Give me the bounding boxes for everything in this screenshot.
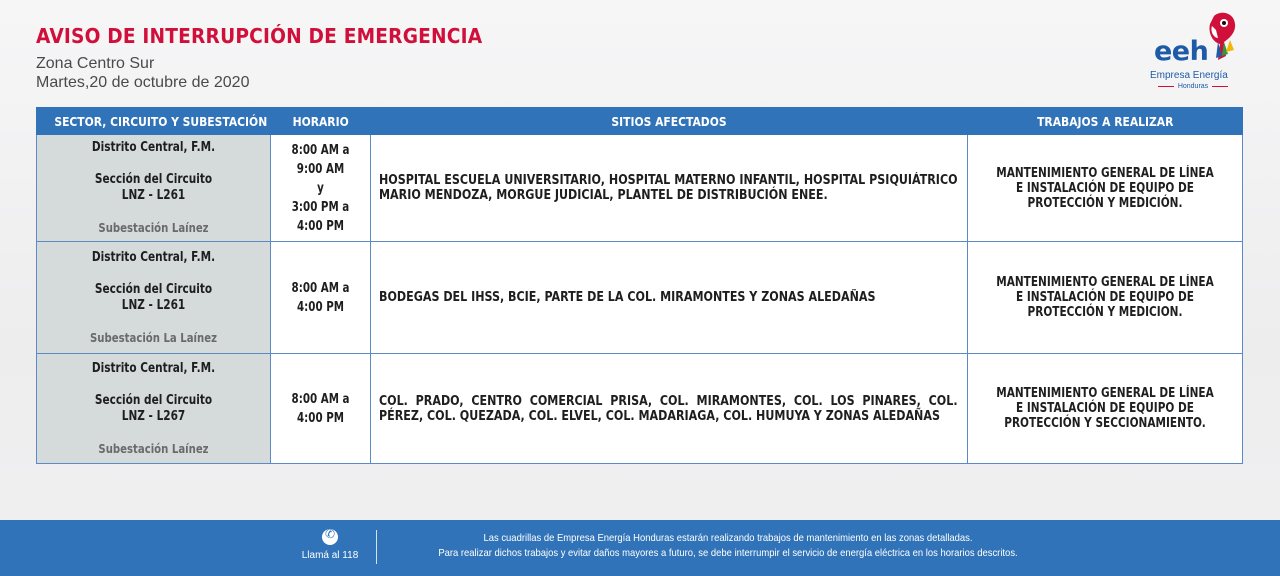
table-header-row [37, 108, 1243, 135]
horario-line: 8:00 AM a [291, 142, 350, 158]
footer-line-2: Para realizar dichos trabajos y evitar daños mayores a futuro, se debe interrumpir el servicio de energía eléctrica en los horarios descritos. [438, 547, 1018, 559]
sitios-cell [371, 354, 968, 464]
notice-header [36, 24, 516, 92]
zone-label: Zona Centro Sur [36, 55, 155, 72]
table-row [37, 242, 1243, 354]
seccion-label: Sección del Circuito [94, 392, 213, 408]
trabajos-text: MANTENIMIENTO GENERAL DE LÍNEA E INSTALACIÓN DE EQUIPO DE PROTECCIÓN Y MEDICION. [996, 275, 1214, 320]
sitios-cell [371, 242, 968, 354]
phone-icon [322, 529, 338, 545]
footer-line-1: Las cuadrillas de Empresa Energía Honduras estarán realizando trabajos de mantenimiento en las zonas detalladas. [483, 532, 973, 544]
subestacion-label: Subestación La Laínez [90, 329, 217, 345]
circuito-label: LNZ - L261 [121, 297, 186, 313]
circuito-label: LNZ - L267 [121, 408, 186, 424]
trabajos-cell [968, 242, 1243, 354]
horario-line: 8:00 AM a [291, 280, 350, 296]
subestacion-label: Subestación Laínez [98, 220, 209, 235]
circuito-label: LNZ - L261 [121, 188, 186, 203]
logo-mark: eeh [1154, 36, 1209, 67]
sitios-text: COL. PRADO, CENTRO COMERCIAL PRISA, COL. MIRAMONTES, COL. LOS PINARES, COL. PÉREZ, COL. QUEZADA, COL. ELVEL, COL. MADARIAGA, COL. HUMUYA Y ZONAS ALEDAÑAS [379, 393, 958, 424]
trabajos-text: MANTENIMIENTO GENERAL DE LÍNEA E INSTALACIÓN DE EQUIPO DE PROTECCIÓN Y SECCIONAMIENTO. [996, 386, 1214, 431]
header-horario: HORARIO [271, 108, 371, 135]
parrot-icon [1204, 12, 1238, 62]
sitios-text: HOSPITAL ESCUELA UNIVERSITARIO, HOSPITAL MATERNO INFANTIL, HOSPITAL PSIQUIÁTRICO MARIO MENDOZA, MORGUE JUDICIAL, PLANTEL DE DISTRIBUCIÓN ENEE. [379, 173, 958, 203]
distrito-label: Distrito Central, F.M. [91, 249, 216, 265]
seccion-label: Sección del Circuito [94, 172, 213, 187]
phone-label: Llamá al 118 [301, 550, 359, 561]
seccion-label: Sección del Circuito [94, 281, 213, 297]
horario-line: 4:00 PM [297, 299, 344, 315]
distrito-label: Distrito Central, F.M. [91, 140, 216, 155]
sector-cell [37, 242, 271, 354]
horario-line: y [317, 180, 324, 196]
horario-cell [271, 354, 371, 464]
horario-line: 4:00 PM [297, 410, 344, 426]
subestacion-label: Subestación Laínez [98, 440, 209, 456]
sector-cell [37, 354, 271, 464]
eeh-logo [1148, 12, 1240, 98]
horario-cell [271, 135, 371, 242]
horario-line: 8:00 AM a [291, 391, 350, 407]
notice-title: AVISO DE INTERRUPCIÓN DE EMERGENCIA [36, 24, 483, 48]
table-row [37, 354, 1243, 464]
distrito-label: Distrito Central, F.M. [91, 360, 216, 376]
trabajos-cell [968, 135, 1243, 242]
horario-line: 3:00 PM a [291, 199, 350, 215]
sitios-cell [371, 135, 968, 242]
horario-line: 9:00 AM [296, 161, 345, 177]
sitios-text: BODEGAS DEL IHSS, BCIE, PARTE DE LA COL. MIRAMONTES Y ZONAS ALEDAÑAS [379, 290, 876, 305]
trabajos-cell [968, 354, 1243, 464]
table-row [37, 135, 1243, 242]
footer-divider [376, 530, 377, 564]
logo-name: Empresa Energía [1150, 70, 1228, 81]
date-label: Martes,20 de octubre de 2020 [36, 74, 250, 91]
logo-country: Honduras [1148, 83, 1238, 90]
footer-bar [0, 520, 1280, 576]
phone-contact[interactable] [298, 529, 362, 561]
header-sitios: SITIOS AFECTADOS [371, 108, 968, 135]
horario-cell [271, 242, 371, 354]
horario-line: 4:00 PM [297, 218, 344, 234]
trabajos-text: MANTENIMIENTO GENERAL DE LÍNEA E INSTALACIÓN DE EQUIPO DE PROTECCIÓN Y MEDICIÓN. [996, 165, 1214, 211]
header-sector: SECTOR, CIRCUITO Y SUBESTACIÓN [37, 108, 271, 135]
footer-message [386, 531, 1070, 561]
sector-cell [37, 135, 271, 242]
header-trabajos: TRABAJOS A REALIZAR [968, 108, 1243, 135]
interruption-table [36, 107, 1243, 464]
